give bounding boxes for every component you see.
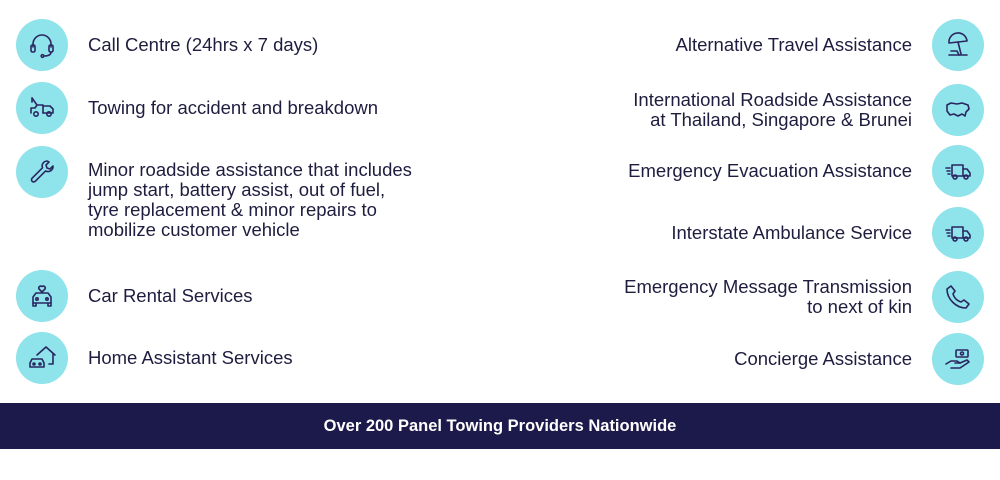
tow-truck-icon bbox=[16, 82, 68, 134]
service-label: Alternative Travel Assistance bbox=[675, 34, 912, 55]
service-label: Minor roadside assistance that includes jump start, battery assist, out of fuel, tyre replacement & minor repairs to mobilize customer vehicle bbox=[88, 159, 412, 240]
hand-cash-icon bbox=[932, 333, 984, 385]
service-home bbox=[16, 332, 293, 384]
service-label: Concierge Assistance bbox=[734, 348, 912, 369]
service-international bbox=[633, 84, 984, 136]
service-roadside bbox=[16, 146, 412, 240]
service-evacuation bbox=[628, 145, 984, 197]
fast-truck-icon bbox=[932, 207, 984, 259]
service-call-centre bbox=[16, 19, 318, 71]
home-car-icon bbox=[16, 332, 68, 384]
service-label: Call Centre (24hrs x 7 days) bbox=[88, 34, 319, 55]
service-ambulance bbox=[671, 207, 984, 259]
service-label: Interstate Ambulance Service bbox=[671, 222, 912, 243]
wrench-icon bbox=[16, 146, 68, 198]
beach-umbrella-icon bbox=[932, 19, 984, 71]
fast-truck-icon bbox=[932, 145, 984, 197]
car-rental-icon bbox=[16, 270, 68, 322]
service-label: Home Assistant Services bbox=[88, 347, 293, 368]
service-alt-travel bbox=[676, 19, 985, 71]
map-icon bbox=[932, 84, 984, 136]
service-label: Emergency Message Transmission to next of kin bbox=[624, 276, 912, 317]
service-label: International Roadside Assistance at Thailand, Singapore & Brunei bbox=[633, 89, 912, 130]
headset-icon bbox=[16, 19, 68, 71]
service-label: Emergency Evacuation Assistance bbox=[628, 160, 912, 181]
service-message bbox=[624, 271, 984, 323]
service-car-rental bbox=[16, 270, 253, 322]
service-towing bbox=[16, 82, 378, 134]
providers-banner bbox=[0, 403, 1000, 449]
service-concierge bbox=[734, 333, 984, 385]
banner-text: Over 200 Panel Towing Providers Nationwide bbox=[323, 416, 677, 435]
phone-icon bbox=[932, 271, 984, 323]
service-label: Car Rental Services bbox=[88, 285, 253, 306]
service-label: Towing for accident and breakdown bbox=[88, 97, 379, 118]
